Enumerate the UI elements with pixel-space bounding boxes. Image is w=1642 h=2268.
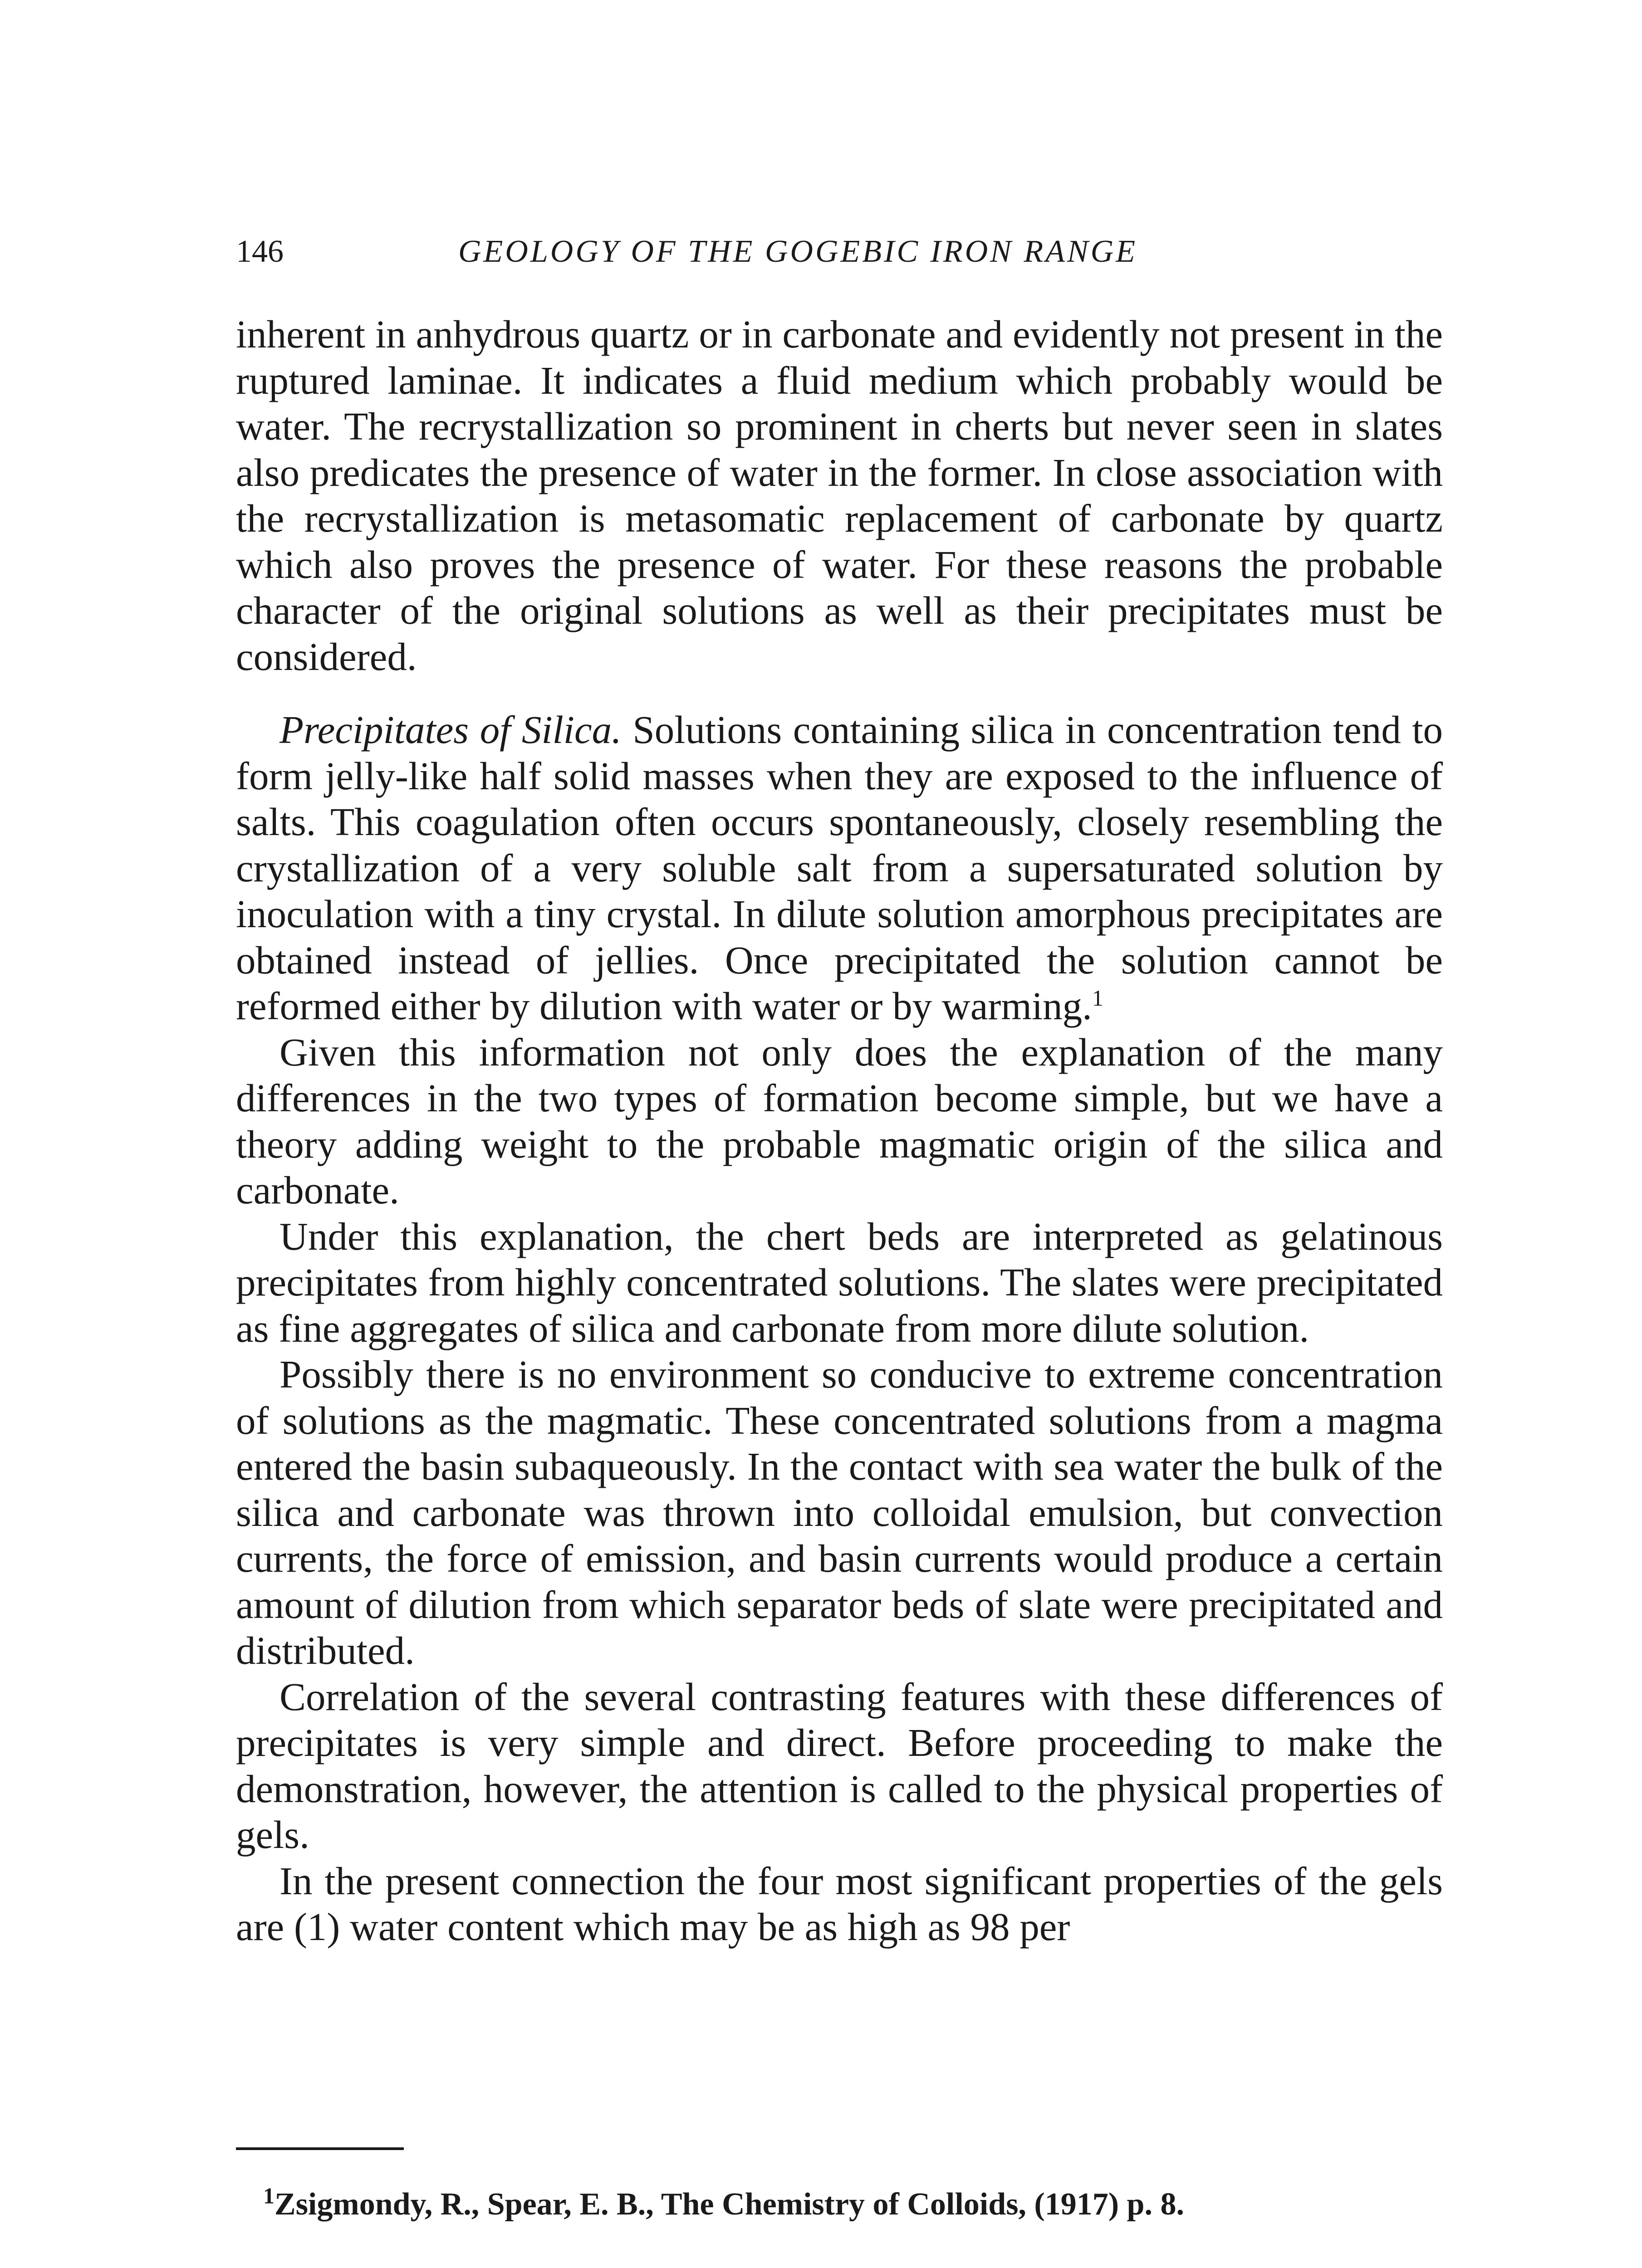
footnote bbox=[263, 2184, 1443, 2225]
paragraph: In the present connection the four most significant properties of the gels are (1) water content which may be as high as 98 per bbox=[236, 1858, 1443, 1949]
paragraph-text: Solutions containing silica in concentration tend to form jelly-like half solid masses when they are exposed to the influence of salts. This coagulation often occurs spontaneously, closely resembling the crystallization of a very soluble salt from a supersaturated solution by inoculation with a tiny crystal. In dilute solution amorphous precipitates are obtained instead of jellies. Once precipitated the solution cannot be reformed either by dilution with water or by warming. bbox=[236, 708, 1443, 1028]
footnote-marker: 1 bbox=[263, 2183, 274, 2209]
footnote-reference: 1 bbox=[1092, 985, 1103, 1011]
running-title: GEOLOGY OF THE GOGEBIC IRON RANGE bbox=[458, 234, 1137, 269]
footnote-divider bbox=[236, 2147, 404, 2150]
paragraph: Given this information not only does the explanation of the many differences in the two types of formation become simple, but we have a theory adding weight to the probable magmatic origin of the silica and carbonate. bbox=[236, 1030, 1443, 1212]
page-number: 146 bbox=[236, 234, 284, 269]
paragraph: Possibly there is no environment so conducive to extreme concentration of solutions as the magmatic. These concentrated solutions from a magma entered the basin subaqueously. In the contact with sea water the bulk of the silica and carbonate was thrown into colloidal emulsion, but convection currents, the force of emission, and basin currents would produce a certain amount of dilution from which separator beds of slate were precipitated and distributed. bbox=[236, 1352, 1443, 1672]
section-heading: Precipitates of Silica. bbox=[279, 708, 622, 752]
footnote-text: Zsigmondy, R., Spear, E. B., The Chemistry of Colloids, (1917) p. 8. bbox=[274, 2187, 1184, 2222]
paragraph-precipitates-of-silica bbox=[236, 707, 1443, 1029]
body-text bbox=[236, 311, 1443, 1950]
paragraph: Under this explanation, the chert beds are interpreted as gelatinous precipitates from highly concentrated solutions. The slates were precipitated as fine aggregates of silica and carbonate from more dilute solution. bbox=[236, 1214, 1443, 1350]
paragraph-continued: inherent in anhydrous quartz or in carbonate and evidently not present in the ruptured laminae. It indicates a fluid medium which probably would be water. The recrystallization so prominent in cherts but never seen in slates also predicates the presence of water in the former. In close association with the recrystallization is metasomatic replacement of carbonate by quartz which also proves the presence of water. For these reasons the probable character of the original solutions as well as their precipitates must be considered. bbox=[236, 312, 1443, 679]
paragraph: Correlation of the several contrasting features with these differences of precipitates is very simple and direct. Before proceeding to make the demonstration, however, the attention is called to the physical properties of gels. bbox=[236, 1674, 1443, 1857]
page-header bbox=[236, 227, 1452, 277]
